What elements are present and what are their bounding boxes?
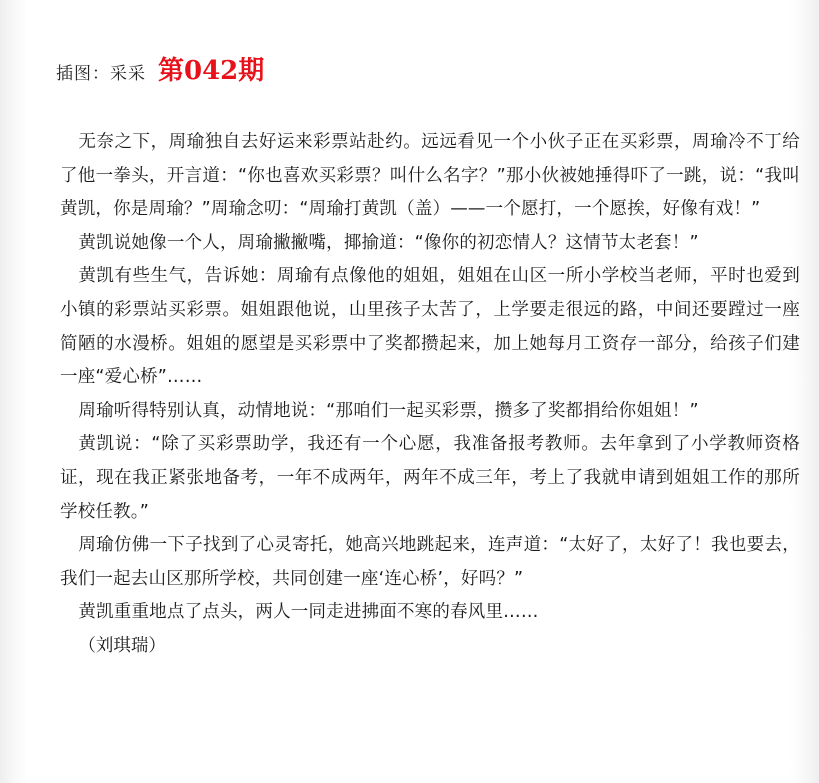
- issue-number: 第042期: [158, 56, 265, 86]
- article-body: [60, 126, 800, 664]
- article-paragraph-4: 周瑜听得特别认真，动情地说：“那咱们一起买彩票，攒多了奖都捐给你姐姐！”: [78, 400, 699, 421]
- article-paragraph-2: 黄凯说她像一个人，周瑜撇撇嘴，揶揄道：“像你的初恋情人？这情节太老套！”: [78, 232, 699, 253]
- article-paragraph-5: 黄凯说：“除了买彩票助学，我还有一个心愿，我准备报考教师。去年拿到了小学教师资格证，现在我正紧张地备考，一年不成两年，两年不成三年，考上了我就申请到姐姐工作的那所学校任教。”: [60, 434, 800, 522]
- article-paragraph-1: 无奈之下，周瑜独自去好运来彩票站赴约。远远看见一个小伙子正在买彩票，周瑜冷不丁给了他一拳头，开言道：“你也喜欢买彩票？叫什么名字？”那小伙被她捶得吓了一跳，说：“我叫黄凯，你是周瑜？”周瑜念叨：“周瑜打黄凯（盖）——一个愿打，一个愿挨，好像有戏！”: [60, 132, 800, 220]
- article-header: [56, 50, 264, 90]
- author-signature: （刘琪瑞）: [78, 635, 166, 656]
- article-paragraph-6: 周瑜仿佛一下子找到了心灵寄托，她高兴地跳起来，连声道：“太好了，太好了！我也要去，我们一起去山区那所学校，共同创建一座‘连心桥’，好吗？”: [60, 535, 800, 589]
- illustration-credit: 插图：采采: [56, 64, 146, 84]
- article-paragraph-3: 黄凯有些生气，告诉她：周瑜有点像他的姐姐，姐姐在山区一所小学校当老师，平时也爱到小镇的彩票站买彩票。姐姐跟他说，山里孩子太苦了，上学要走很远的路，中间还要蹚过一座简陋的水漫桥。姐姐的愿望是买彩票中了奖都攒起来，加上她每月工资存一部分，给孩子们建一座“爱心桥”……: [60, 266, 800, 388]
- article-paragraph-7: 黄凯重重地点了点头，两人一同走进拂面不寒的春风里……: [78, 602, 539, 623]
